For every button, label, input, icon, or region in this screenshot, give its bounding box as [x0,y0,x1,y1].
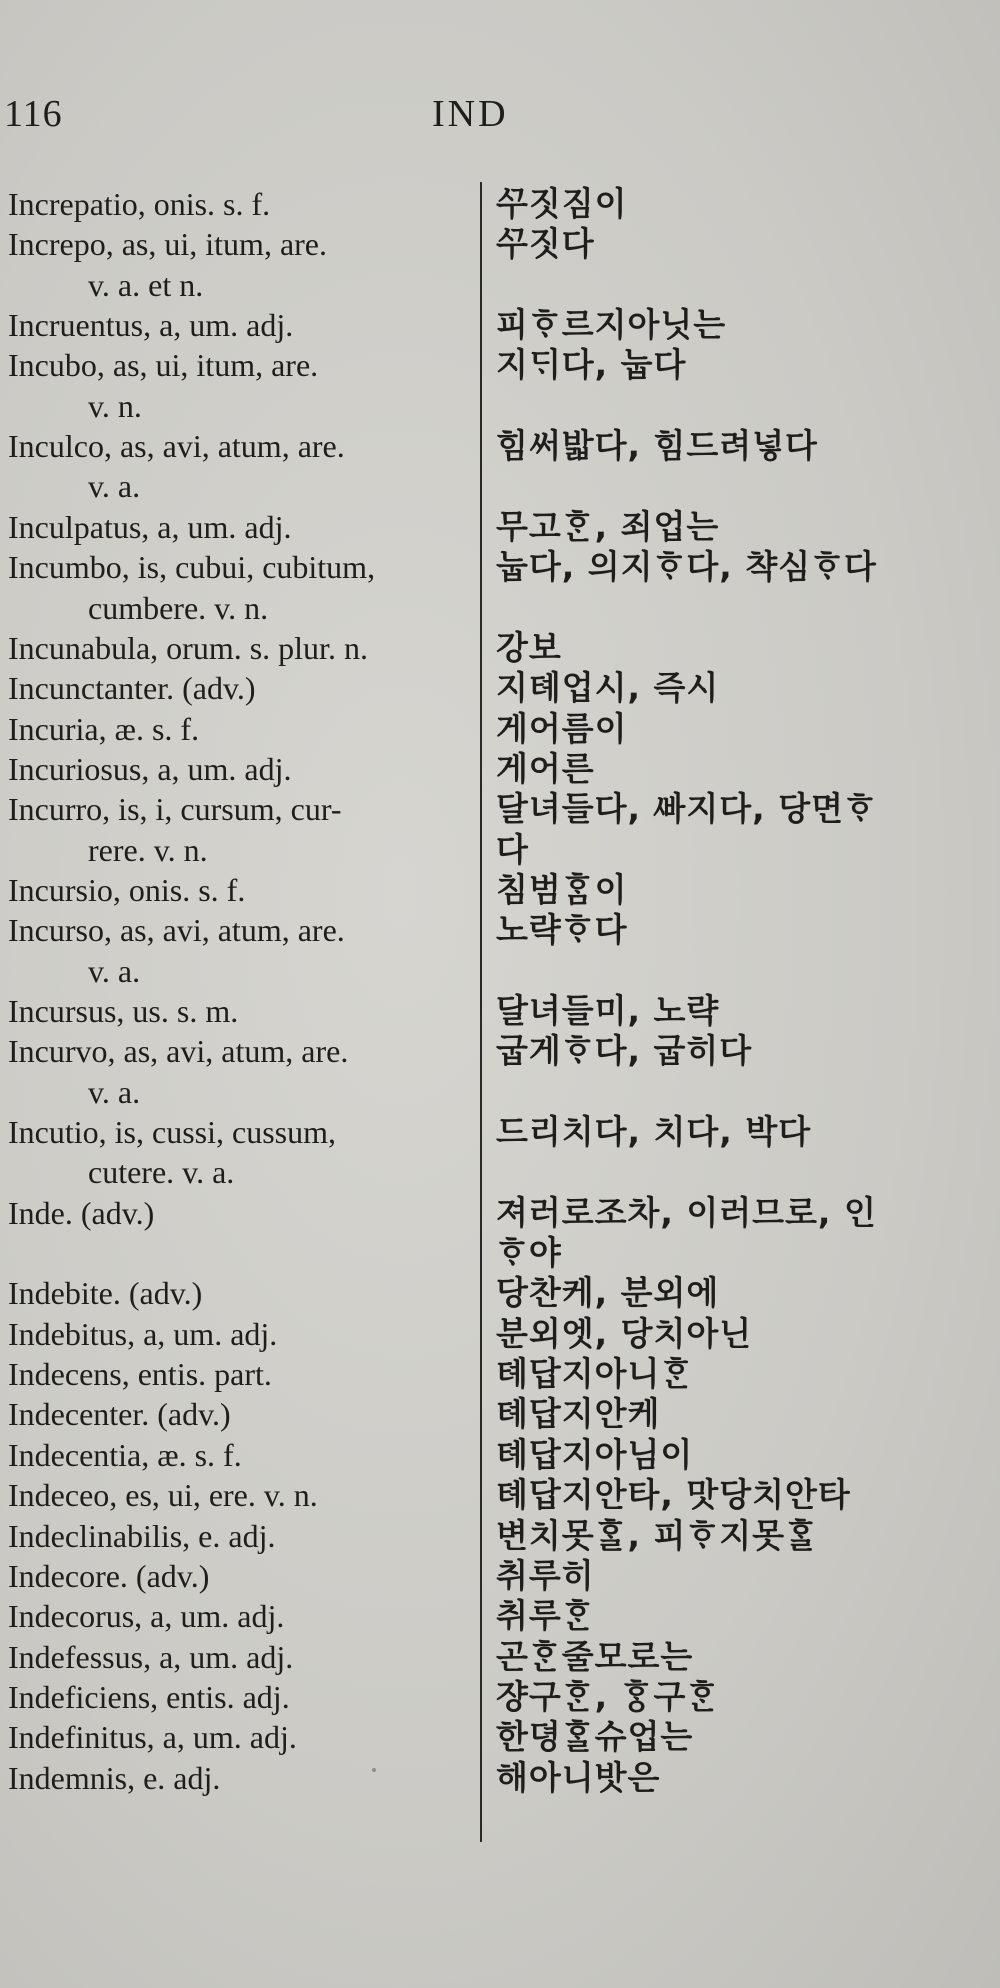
latin-headword: Indefessus, a, um. adj. [8,1639,294,1675]
korean-gloss: 취루ᄒᆞᆫ [496,1596,595,1635]
latin-headword: Incurvo, as, avi, atum, are. [8,1033,349,1069]
latin-headword: Incumbo, is, cubui, cubitum, [8,549,376,585]
korean-gloss: 분외엣, 당치아닌 [496,1314,753,1353]
latin-headword: Increpo, as, ui, itum, are. [8,226,327,262]
dictionary-entry [0,1556,1000,1596]
latin-headword: v. a. [88,468,141,504]
korean-gloss: 강보 [496,628,562,667]
latin-headword: Indebite. (adv.) [8,1275,203,1311]
dictionary-entry [0,1637,1000,1677]
korean-gloss: 당찬케, 분외에 [496,1273,720,1312]
dictionary-entry [0,466,1000,506]
dictionary-entry [0,830,1000,870]
dictionary-entry [0,1031,1000,1071]
korean-gloss: 게어른 [496,749,595,788]
dictionary-entry [0,709,1000,749]
korean-gloss: 드리치다, 치다, 박다 [496,1112,812,1151]
korean-gloss: 지ᄃᆡ다, 눕다 [496,345,687,384]
dictionary-entry [0,1516,1000,1556]
running-head: IND [432,93,509,135]
dictionary-entry [0,265,1000,305]
korean-gloss: 다 [496,830,529,869]
dictionary-entry [0,870,1000,910]
latin-headword: Incruentus, a, um. adj. [8,307,294,343]
korean-gloss: 톄답지안타, 맛당치안타 [496,1475,851,1514]
latin-headword: Increpatio, onis. s. f. [8,186,271,222]
dictionary-entry [0,991,1000,1031]
latin-headword: Incurro, is, i, cursum, cur- [8,791,342,827]
latin-headword: rere. v. n. [88,832,208,868]
dictionary-entry [0,1394,1000,1434]
korean-gloss: 힘써밟다, 힘드려넣다 [496,426,818,465]
korean-gloss: 무고ᄒᆞᆫ, 죄업는 [496,507,720,546]
dictionary-entry [0,1758,1000,1798]
latin-headword: cutere. v. a. [88,1154,235,1190]
korean-gloss: 눕다, 의지ᄒᆞ다, 챡심ᄒᆞ다 [496,547,877,586]
korean-gloss: 취루히 [496,1556,595,1595]
latin-headword: Indeficiens, entis. adj. [8,1679,290,1715]
latin-headword: Indemnis, e. adj. [8,1760,221,1796]
dictionary-entry [0,507,1000,547]
dictionary-entry [0,1435,1000,1475]
latin-headword: Incurso, as, avi, atum, are. [8,912,345,948]
korean-gloss: 톄답지아니ᄒᆞᆫ [496,1354,694,1393]
latin-headword: Incuria, æ. s. f. [8,711,200,747]
latin-headword: v. a. [88,953,141,989]
latin-headword: Incunctanter. (adv.) [8,670,256,706]
dictionary-entry [0,668,1000,708]
dictionary-entry [0,789,1000,829]
korean-gloss: ᄭᅮ짓다 [496,224,595,263]
latin-headword: Indecens, entis. part. [8,1356,272,1392]
dictionary-entry [0,1112,1000,1152]
latin-headword: Incunabula, orum. s. plur. n. [8,630,368,666]
latin-headword: Indecorus, a, um. adj. [8,1598,285,1634]
korean-gloss: 톄답지아님이 [496,1435,694,1474]
korean-gloss: 지톄업시, 즉시 [496,668,720,707]
korean-gloss: 한뎡ᄒᆞᆯ슈업는 [496,1717,694,1756]
latin-headword: Indecentia, æ. s. f. [8,1437,242,1473]
latin-headword: Indebitus, a, um. adj. [8,1316,278,1352]
dictionary-entry [0,1596,1000,1636]
korean-gloss: ᄭᅮ짓짐이 [496,184,628,223]
korean-gloss: 변치못ᄒᆞᆯ, 피ᄒᆞ지못ᄒᆞᆯ [496,1516,818,1555]
dictionary-entry [0,345,1000,385]
latin-headword: Indecenter. (adv.) [8,1396,231,1432]
korean-gloss: 게어름이 [496,709,628,748]
korean-gloss: 굽게ᄒᆞ다, 굽히다 [496,1031,753,1070]
korean-gloss: 침범ᄒᆞᆷ이 [496,870,628,909]
dictionary-entry [0,184,1000,224]
latin-headword: Indefinitus, a, um. adj. [8,1719,297,1755]
dictionary-entry [0,1233,1000,1273]
latin-headword: v. n. [88,388,142,424]
korean-gloss: 곤ᄒᆞᆫ줄모로는 [496,1637,694,1676]
dictionary-entry [0,1152,1000,1192]
dictionary-entry [0,1475,1000,1515]
dictionary-entry [0,224,1000,264]
latin-headword: Incubo, as, ui, itum, are. [8,347,319,383]
dictionary-entry [0,547,1000,587]
dictionary-entry [0,1354,1000,1394]
latin-headword: Inculco, as, avi, atum, are. [8,428,345,464]
dictionary-entry [0,1193,1000,1233]
latin-headword: Incuriosus, a, um. adj. [8,751,292,787]
latin-headword: Inculpatus, a, um. adj. [8,509,292,545]
korean-gloss: 톄답지안케 [496,1394,661,1433]
korean-gloss: 해아니밧은 [496,1758,661,1797]
korean-gloss: 져러로조차, 이러므로, 인 [496,1193,877,1232]
dictionary-entry [0,1314,1000,1354]
korean-gloss: 달녀들미, 노략 [496,991,720,1030]
dictionary-entry [0,386,1000,426]
latin-headword: cumbere. v. n. [88,590,269,626]
korean-gloss: 피ᄒᆞ르지아닛는 [496,305,727,344]
latin-headword: Incutio, is, cussi, cussum, [8,1114,336,1150]
latin-headword: Incursus, us. s. m. [8,993,239,1029]
latin-headword: v. a. et n. [88,267,204,303]
latin-headword: Indecore. (adv.) [8,1558,210,1594]
korean-gloss: 달녀들다, ᄲᅡ지다, 당면ᄒᆞ [496,789,877,828]
page-number: 116 [4,93,63,135]
dictionary-entry [0,1072,1000,1112]
korean-gloss: 쟝구ᄒᆞᆫ, ᄒᆞᆼ구ᄒᆞᆫ [496,1677,720,1716]
dictionary-entry [0,749,1000,789]
dictionary-entry [0,951,1000,991]
korean-gloss: 노략ᄒᆞ다 [496,910,628,949]
latin-headword: Inde. (adv.) [8,1195,155,1231]
dictionary-entry [0,1717,1000,1757]
latin-headword: Indeceo, es, ui, ere. v. n. [8,1477,318,1513]
dictionary-entry [0,305,1000,345]
latin-headword: v. a. [88,1074,141,1110]
dictionary-entry [0,1273,1000,1313]
latin-headword: Indeclinabilis, e. adj. [8,1518,276,1554]
dictionary-entry [0,910,1000,950]
korean-gloss: ᄒᆞ야 [496,1233,562,1272]
latin-headword: Incursio, onis. s. f. [8,872,246,908]
dictionary-entry [0,628,1000,668]
dictionary-entry [0,1677,1000,1717]
dictionary-entry [0,426,1000,466]
dictionary-entry [0,588,1000,628]
